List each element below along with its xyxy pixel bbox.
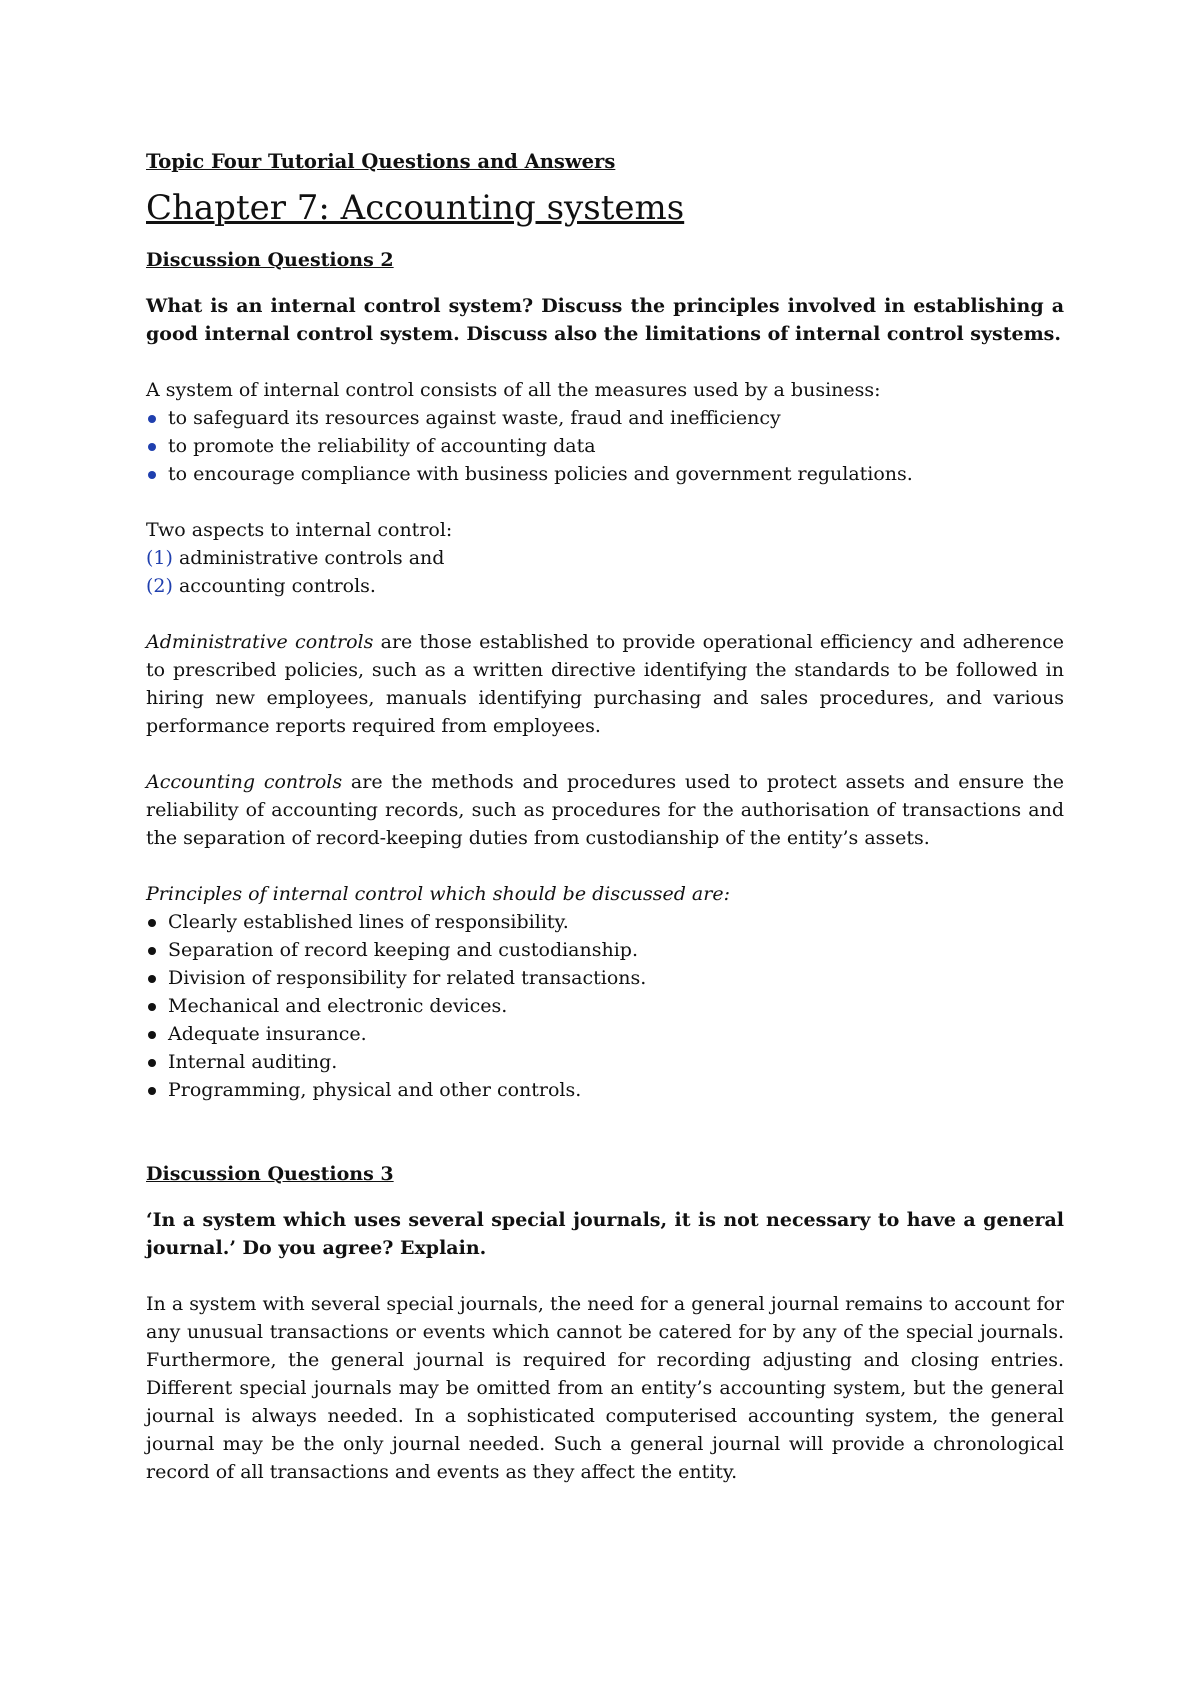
section-discussion-2 [146, 246, 1064, 1104]
chapter-title: Chapter 7: Accounting systems [146, 188, 685, 228]
question-text: ‘In a system which uses several special journals, it is not necessary to have a general journal.’ Do you agree? Explain. [146, 1209, 1064, 1259]
aspect-number: (1) [146, 547, 173, 569]
aspect-item [146, 544, 1064, 572]
list-item: Adequate insurance. [146, 1020, 1064, 1048]
answer-paragraph: In a system with several special journals, the need for a general journal remains to account for any unusual transactions or events which cannot be catered for by any of the special journals. Furthermore, the general journal is required for recording adjusting and closing entries. Different special journals may be omitted from an entity’s accounting system, but the general journal is always needed. In a sophisticated computerised accounting system, the general journal may be the only journal needed. Such a general journal will provide a chronological record of all transactions and events as they affect the entity. [146, 1293, 1064, 1483]
topic-title: Topic Four Tutorial Questions and Answers [146, 150, 616, 173]
admin-controls-term: Administrative controls [146, 631, 374, 653]
aspect-text: administrative controls and [172, 547, 445, 569]
list-item: to encourage compliance with business policies and government regulations. [146, 460, 1064, 488]
list-item: Programming, physical and other controls. [146, 1076, 1064, 1104]
list-item: Division of responsibility for related transactions. [146, 964, 1064, 992]
measures-list [146, 404, 1064, 488]
list-item: to safeguard its resources against waste, fraud and inefficiency [146, 404, 1064, 432]
aspects-intro: Two aspects to internal control: [146, 519, 453, 541]
document-body [146, 148, 1064, 1486]
admin-controls-paragraph [146, 628, 1064, 740]
intro-text: A system of internal control consists of all the measures used by a business: [146, 379, 881, 401]
question-text: What is an internal control system? Discuss the principles involved in establishing a good internal control system. Discuss also the limitations of internal control systems. [146, 295, 1064, 345]
principles-intro: Principles of internal control which should be discussed are: [146, 883, 730, 905]
accounting-controls-text: are the methods and procedures used to protect assets and ensure the reliability of accounting records, such as procedures for the authorisation of transactions and the separation of record-keeping duties from custodianship of the entity’s assets. [146, 771, 1064, 849]
accounting-controls-paragraph [146, 768, 1064, 852]
admin-controls-text: are those established to provide operational efficiency and adherence to prescribed policies, such as a written directive identifying the standards to be followed in hiring new employees, manuals identifying purchasing and sales procedures, and various performance reports required from employees. [146, 631, 1065, 737]
list-item: Clearly established lines of responsibility. [146, 908, 1064, 936]
section-heading: Discussion Questions 2 [146, 249, 394, 271]
list-item: Separation of record keeping and custodianship. [146, 936, 1064, 964]
list-item: to promote the reliability of accounting data [146, 432, 1064, 460]
aspect-number: (2) [146, 575, 173, 597]
aspect-item [146, 572, 1064, 600]
list-item: Mechanical and electronic devices. [146, 992, 1064, 1020]
principles-list [146, 908, 1064, 1104]
aspect-text: accounting controls. [172, 575, 376, 597]
accounting-controls-term: Accounting controls [146, 771, 343, 793]
section-discussion-3 [146, 1160, 1064, 1486]
list-item: Internal auditing. [146, 1048, 1064, 1076]
section-heading: Discussion Questions 3 [146, 1163, 394, 1185]
